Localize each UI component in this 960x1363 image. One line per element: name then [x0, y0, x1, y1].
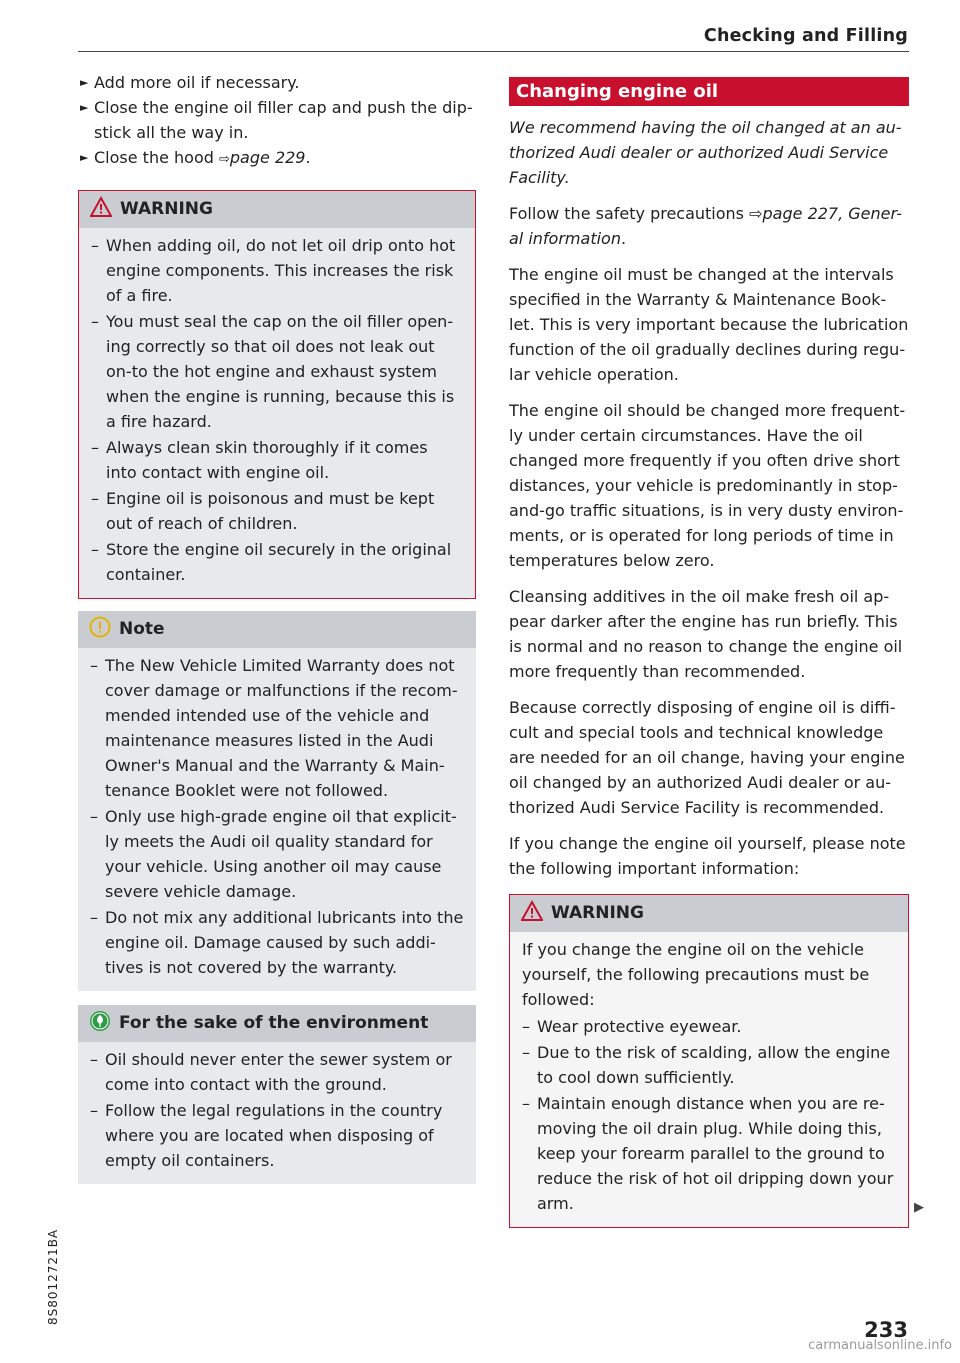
environment-body [78, 1042, 476, 1184]
right-warning-header: WARNING [510, 895, 908, 932]
continue-arrow-icon: ▶ [914, 1200, 924, 1215]
header-divider [78, 51, 909, 52]
step-add-oil: ► Add more oil if necessary. [80, 70, 476, 95]
warning-triangle-icon [521, 900, 543, 922]
warning-body [79, 228, 475, 598]
warning-header: WARNING [79, 191, 475, 228]
environment-item: – Oil should never enter the sewer system or come into contact with the ground. [90, 1047, 464, 1097]
page-ref-link[interactable]: page 229 [229, 148, 306, 167]
right-warning-intro: If you change the engine oil on the vehicle yourself, the following precautions must be followed: [522, 940, 870, 1009]
document-code: 8S8012721BA [46, 1228, 60, 1325]
body-paragraph: Because correctly disposing of engine oil is diffi-cult and special tools and technical knowledge are needed for an oil change, having your engine oil changed by an authorized Audi dealer or au-thorized Audi Service Facility is recommended. [509, 698, 905, 817]
warning-item: – Engine oil is poisonous and must be kept out of reach of children. [91, 486, 463, 536]
body-paragraph: The engine oil must be changed at the intervals specified in the Warranty & Maintenance Book-let. This is very important because the lubrication function of the oil gradually declines during regu-lar vehicle operation. [509, 265, 909, 384]
left-column [78, 70, 476, 1184]
right-warning-box [509, 894, 909, 1228]
body-paragraph: If you change the engine oil yourself, please note the following important information: [509, 834, 906, 878]
right-column [509, 77, 909, 1228]
page-ref-arrow-icon: ⇨ [218, 152, 230, 167]
note-exclamation-icon [89, 616, 111, 638]
right-warning-item: – Maintain enough distance when you are re-moving the oil drain plug. While doing this, keep your forearm parallel to the ground to reduce the risk of hot oil dripping down your arm. [522, 1091, 896, 1216]
intro-paragraph: We recommend having the oil changed at an au-thorized Audi dealer or authorized Audi Service Facility. [509, 118, 902, 187]
running-header: Checking and Filling [703, 26, 908, 46]
watermark: carmanualsonline.info [808, 1338, 952, 1353]
warning-item: – Always clean skin thoroughly if it comes into contact with engine oil. [91, 435, 463, 485]
right-warning-item: – Due to the risk of scalding, allow the engine to cool down sufficiently. [522, 1040, 896, 1090]
step-marker-icon: ► [80, 151, 89, 164]
body-paragraph: Cleansing additives in the oil make fresh oil ap-pear darker after the engine has run briefly. This is normal and no reason to change the engine oil more frequently than recommended. [509, 587, 903, 681]
note-item: – Do not mix any additional lubricants into the engine oil. Damage caused by such addi-tives is not covered by the warranty. [90, 905, 464, 980]
environment-item: – Follow the legal regulations in the country where you are located when disposing of empty oil containers. [90, 1098, 464, 1173]
note-header: Note [78, 611, 476, 648]
environment-header: For the sake of the environment [78, 1005, 476, 1042]
right-warning-body [510, 932, 908, 1227]
note-body [78, 648, 476, 991]
warning-item: – You must seal the cap on the oil filler open-ing correctly so that oil does not leak out on-to the hot engine and exhaust system when the engine is running, because this is a fire hazard. [91, 309, 463, 434]
step-close-cap: ► Close the engine oil filler cap and push the dip-stick all the way in. [80, 95, 476, 145]
page-number: 233 [864, 1318, 908, 1342]
step-marker-icon: ► [80, 101, 89, 114]
step-close-hood: ► Close the hood ⇨page 229. [80, 145, 476, 172]
note-item: – Only use high-grade engine oil that explicit-ly meets the Audi oil quality standard for your vehicle. Using another oil may cause severe vehicle damage. [90, 804, 464, 904]
body-paragraph: The engine oil should be changed more frequent-ly under certain circumstances. Have the oil changed more frequently if you often drive short distances, your vehicle is predominantly in stop-and-go traffic situations, is in very dusty environ-ments, or is operated for long periods of time in temperatures below zero. [509, 401, 906, 570]
step-marker-icon: ► [80, 76, 89, 89]
note-item: – The New Vehicle Limited Warranty does not cover damage or malfunctions if the recom-mended intended use of the vehicle and maintenance measures listed in the Audi Owner's Manual and the Warranty & Main-tenance Booklet were not followed. [90, 653, 464, 803]
page-ref-arrow-icon: ⇨ [749, 204, 763, 223]
note-box [78, 611, 476, 991]
warning-box [78, 190, 476, 599]
environment-box [78, 1005, 476, 1184]
warning-item: – Store the engine oil securely in the original container. [91, 537, 463, 587]
section-title: Changing engine oil [509, 77, 909, 106]
right-warning-item: – Wear protective eyewear. [522, 1014, 896, 1039]
safety-paragraph: Follow the safety precautions ⇨page 227, Gener-al information. [509, 204, 902, 248]
warning-triangle-icon [90, 196, 112, 218]
warning-item: – When adding oil, do not let oil drip onto hot engine components. This increases the risk of a fire. [91, 233, 463, 308]
page-ref-link[interactable]: page 227, Gener-al information [509, 204, 902, 248]
environment-leaf-icon [89, 1010, 111, 1032]
